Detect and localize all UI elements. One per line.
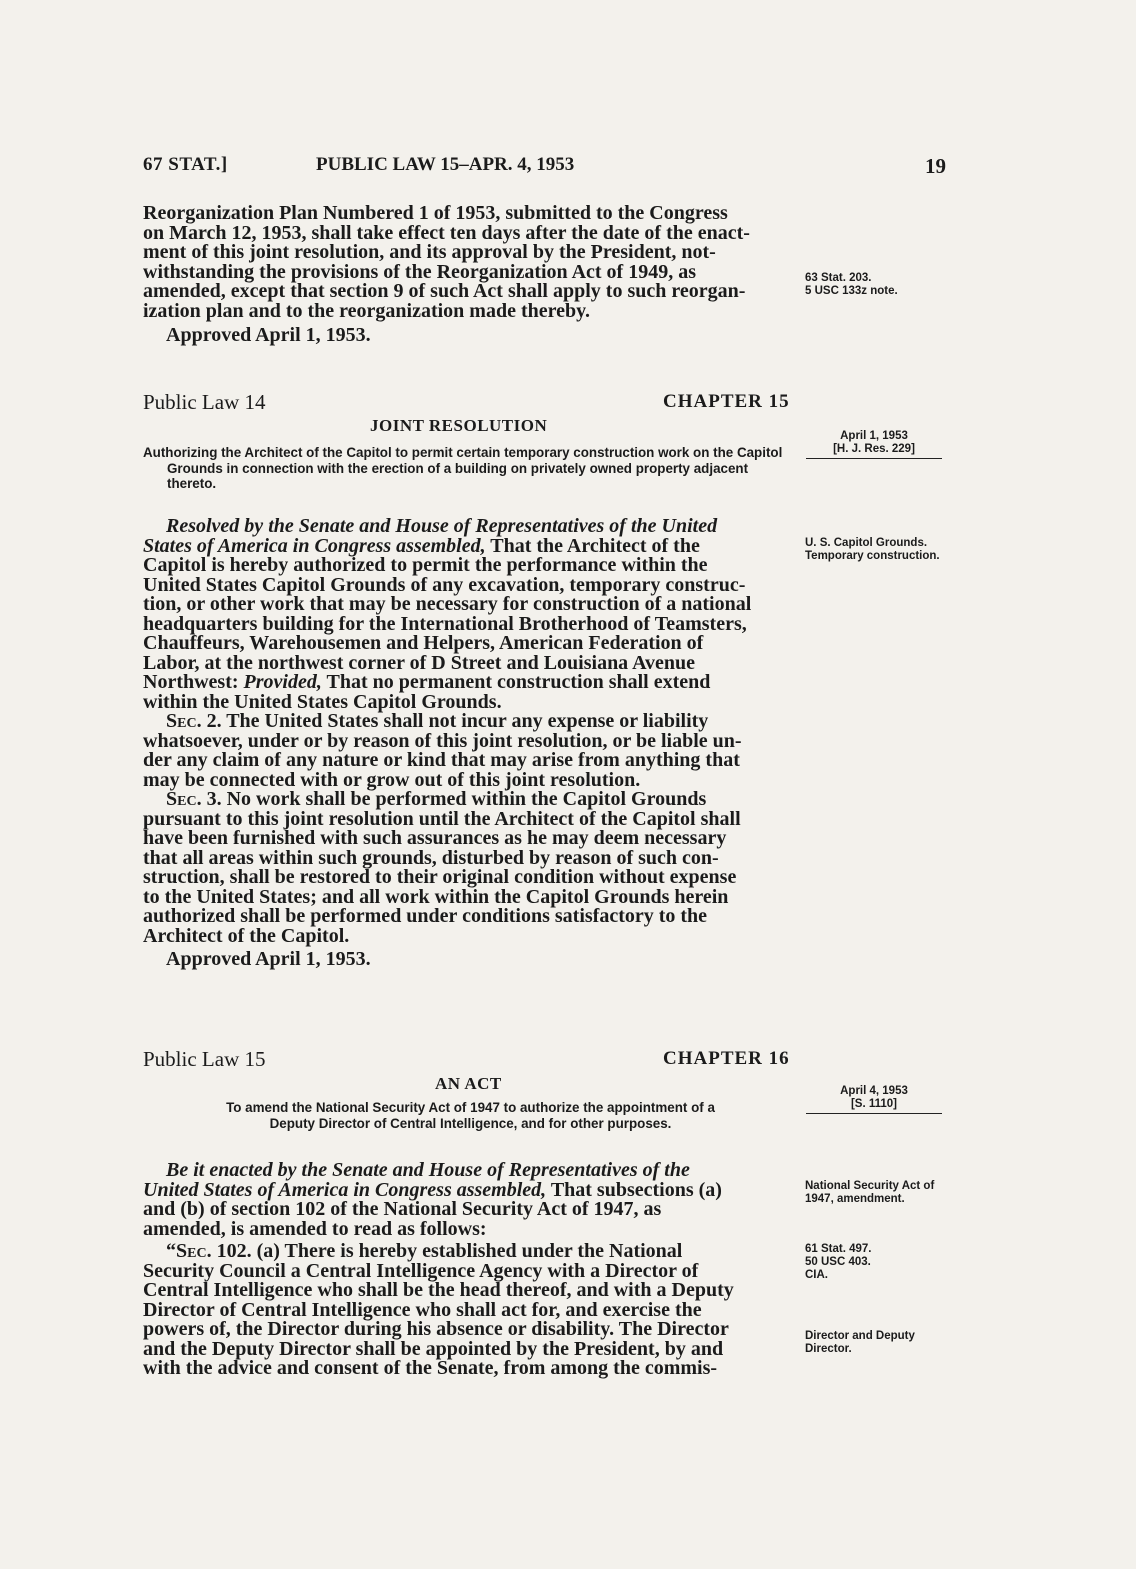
margin-citation: 61 Stat. 497. [805, 1243, 872, 1255]
header-volume: 67 STAT.] [143, 154, 228, 175]
law15-title [143, 1100, 798, 1131]
body-line: whatsoever, under or by reason of this joint resolution, or be liable un- [143, 729, 742, 752]
law15-margin-note-2 [805, 1243, 955, 1282]
body-line: with the advice and consent of the Senate, from among the commis- [143, 1357, 718, 1379]
margin-note: Temporary construction. [805, 550, 940, 562]
law14-ref: [H. J. Res. 229] [833, 443, 915, 455]
margin-citation: CIA. [805, 1269, 828, 1281]
body-line: tion, or other work that may be necessary for construction of a national [143, 593, 752, 615]
law14-approved: Approved April 1, 1953. [166, 948, 371, 970]
body-text: Northwest: [143, 671, 244, 693]
body-text: That subsections (a) [550, 1178, 722, 1201]
law15-date-block [806, 1085, 942, 1114]
body-line: Architect of the Capitol. [143, 924, 350, 947]
margin-note: National Security Act of 1947, amendment. [805, 1180, 935, 1205]
body-line: der any claim of any nature or kind that may arise from anything that [143, 749, 740, 771]
law15-body [143, 1161, 798, 1379]
law15-ref: [S. 1110] [850, 1098, 898, 1110]
margin-citation: 50 USC 403. [805, 1256, 871, 1268]
body-line: headquarters building for the International Brotherhood of Teamsters, [143, 612, 747, 635]
law14-title [143, 445, 798, 492]
enacting-clause: Be it enacted by the Senate and House of Representatives of the [166, 1159, 690, 1181]
body-text: (a) There is hereby established under the National [251, 1240, 683, 1262]
page-number: 19 [925, 154, 946, 178]
intro-line: amended, except that section 9 of such Act shall apply to such reorgan- [143, 280, 746, 303]
margin-citation: 5 USC 133z note. [805, 285, 898, 297]
law14-body [143, 517, 798, 971]
body-line: and (b) of section 102 of the National Security Act of 1947, as [143, 1198, 662, 1220]
law15-margin-note-3 [805, 1330, 950, 1356]
law15-rule [806, 1113, 942, 1114]
margin-note: U. S. Capitol Grounds. [805, 537, 928, 549]
intro-line: Reorganization Plan Numbered 1 of 1953, submitted to the Congress [143, 202, 728, 224]
body-line: that all areas within such grounds, disturbed by reason of such con- [143, 846, 719, 869]
intro-line: ization plan and to the reorganization made thereby. [143, 299, 591, 322]
body-line: Security Council a Central Intelligence Agency with a Director of [143, 1259, 699, 1282]
section-label: “Sec. 102. [166, 1240, 252, 1262]
header-title: PUBLIC LAW 15–APR. 4, 1953 [316, 154, 575, 175]
section-label: Sec. 2. [166, 710, 222, 732]
body-line: amended, is amended to read as follows: [143, 1217, 487, 1240]
body-text: That no permanent construction shall extend [321, 671, 711, 693]
law15-title-line: Deputy Director of Central Intelligence, and for other purposes. [269, 1115, 672, 1131]
margin-citation: 63 Stat. 203. [805, 272, 872, 284]
body-line: pursuant to this joint resolution until the Architect of the Capitol shall [143, 807, 741, 830]
intro-line: withstanding the provisions of the Reorganization Act of 1949, as [143, 260, 696, 283]
margin-note: Director and Deputy Director. [805, 1330, 915, 1355]
law14-number: Public Law 14 [143, 390, 266, 414]
body-line: United States Capitol Grounds of any excavation, temporary construc- [143, 573, 746, 596]
law14-title-text: Authorizing the Architect of the Capitol to permit certain temporary construction work on the Capitol Grounds in connection with the erection of a building on privately owned property adjacent thereto. [143, 445, 783, 491]
body-line: Chauffeurs, Warehousemen and Helpers, American Federation of [143, 632, 704, 654]
law15-date: April 4, 1953 [840, 1085, 908, 1097]
body-line: Capitol is hereby authorized to permit the performance within the [143, 554, 708, 576]
body-line: Labor, at the northwest corner of D Street and Louisiana Avenue [143, 651, 696, 674]
body-line: struction, shall be restored to their original condition without expense [143, 866, 737, 888]
margin-note-intro [805, 272, 955, 298]
body-text: No work shall be performed within the Capitol Grounds [221, 788, 707, 810]
law14-margin-notes [805, 537, 945, 563]
intro-line: on March 12, 1953, shall take effect ten days after the date of the enact- [143, 221, 750, 244]
proviso: Provided, [243, 671, 322, 693]
law14-date: April 1, 1953 [840, 430, 908, 442]
law14-date-block [806, 430, 942, 459]
law15-number: Public Law 15 [143, 1047, 266, 1071]
enacting-clause: Resolved by the Senate and House of Representatives of the United [166, 515, 718, 537]
enacting-clause: States of America in Congress assembled, [143, 534, 486, 557]
enacting-clause: United States of America in Congress assembled, [143, 1178, 547, 1201]
law15-title-line: To amend the National Security Act of 1947 to authorize the appointment of a [226, 1100, 715, 1115]
section-label: Sec. 3. [166, 788, 222, 810]
intro-line: ment of this joint resolution, and its approval by the President, not- [143, 241, 716, 264]
intro-paragraph [143, 204, 798, 347]
body-line: may be connected with or grow out of this joint resolution. [143, 768, 641, 791]
body-line: have been furnished with such assurances as he may deem necessary [143, 827, 727, 849]
law15-kind: AN ACT [435, 1074, 502, 1093]
law14-chapter: CHAPTER 15 [663, 391, 790, 412]
body-line: authorized shall be performed under conditions satisfactory to the [143, 905, 708, 927]
body-line: Central Intelligence who shall be the head thereof, and with a Deputy [143, 1279, 734, 1301]
law15-chapter: CHAPTER 16 [663, 1048, 790, 1069]
body-line: Director of Central Intelligence who shall act for, and exercise the [143, 1298, 702, 1321]
law14-kind: JOINT RESOLUTION [370, 416, 548, 435]
intro-approved: Approved April 1, 1953. [166, 323, 371, 346]
law15-margin-note-1 [805, 1180, 950, 1206]
body-line: to the United States; and all work within the Capitol Grounds herein [143, 885, 729, 908]
law14-rule [806, 458, 942, 459]
body-line: and the Deputy Director shall be appointed by the President, by and [143, 1337, 724, 1360]
body-text: The United States shall not incur any expense or liability [221, 710, 709, 732]
body-line: within the United States Capitol Grounds. [143, 690, 502, 713]
enact-text: That the Architect of the [485, 534, 700, 557]
body-line: powers of, the Director during his absence or disability. The Director [143, 1318, 729, 1340]
